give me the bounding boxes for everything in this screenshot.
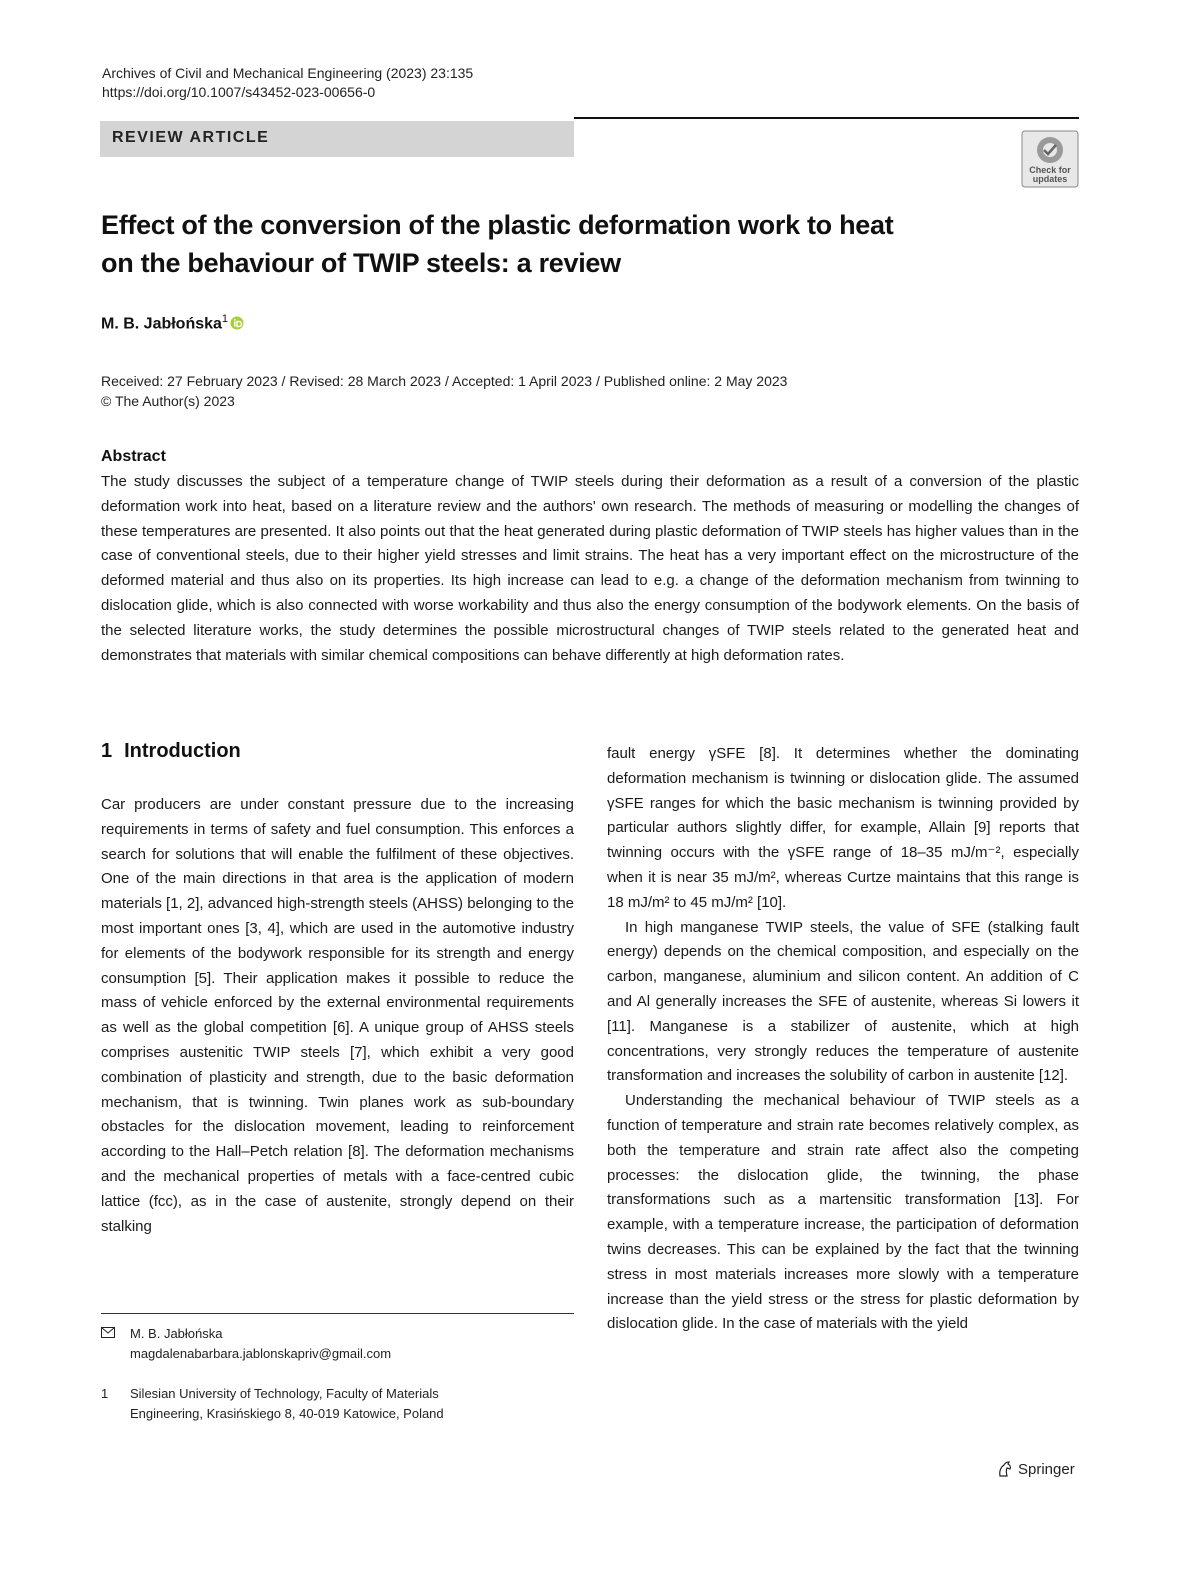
publisher-logo [996,1460,1075,1478]
section-number: 1 [101,740,113,762]
left-column [101,793,574,1239]
title-line-2: on the behaviour of TWIP steels: a review [101,248,621,278]
history-dates: Received: 27 February 2023 / Revised: 28 March 2023 / Accepted: 1 April 2023 / Published online: 2 May 2023 [101,373,788,389]
doi-link[interactable]: https://doi.org/10.1007/s43452-023-00656-0 [102,84,376,100]
abstract-heading: Abstract [101,448,166,465]
author-line [101,313,244,335]
envelope-icon [101,1324,123,1344]
check-for-updates-icon [1021,130,1079,188]
publisher-name: Springer [1018,1461,1075,1478]
abstract-text: The study discusses the subject of a temperature change of TWIP steels during their deformation as a result of a conversion of the plastic deformation work into heat, based on a literature review and the authors' own research. The methods of measuring or modelling the changes of these temperatures are presented. It also points out that the heat generated during plastic deformation of TWIP steels has higher values than in the case of conventional steels, due to their higher yield stresses and limit strains. The heat has a very important effect on the microstructure of the deformed material and thus also on its properties. Its high increase can lead to e.g. a change of the deformation mechanism from twinning to dislocation glide, which is also connected with worse workability and thus also the energy consumption of the bodywork elements. On the basis of the selected literature works, the study determines the possible microstructural changes of TWIP steels related to the generated heat and demonstrates that materials with similar chemical compositions can behave differently at high deformation rates. [101,473,1079,664]
header-rule [574,117,1079,119]
copyright-line: © The Author(s) 2023 [101,393,235,409]
corresponding-author-footnote [101,1324,391,1364]
corresponding-author-name: M. B. Jabłońska [130,1326,223,1341]
affiliation-line-2: Engineering, Krasińskiego 8, 40-019 Katowice, Poland [130,1406,444,1421]
intro-paragraph-4: Understanding the mechanical behaviour of TWIP steels as a function of temperature and strain rate becomes relatively complex, as both the temperature and strain rate affect also the competing processes: the dislocation glide, the twinning, the phase transformations such as a martensitic transformation [13]. For example, with a temperature increase, the participation of deformation twins decreases. This can be explained by the fact that the twinning stress in most materials increases more slowly with a temperature increase than the yield stress or the stress for plastic deformation by dislocation glide. In the case of materials with the yield [607,1092,1079,1333]
journal-citation: Archives of Civil and Mechanical Engineering (2023) 23:135 [102,65,474,81]
affiliation-footnote [101,1384,444,1424]
intro-paragraph-2: fault energy γSFE [8]. It determines whether the dominating deformation mechanism is twinning or dislocation glide. The assumed γSFE ranges for which the basic mechanism is twinning provided by particular authors slightly differ, for example, Allain [9] reports that twinning occurs with the γSFE range of 18–35 mJ/m⁻², especially when it is near 35 mJ/m², whereas Curtze maintains that this range is 18 mJ/m² to 45 mJ/m² [10]. [607,745,1079,911]
author-email[interactable]: magdalenabarbara.jablonskapriv@gmail.com [130,1346,392,1361]
affiliation-mark: 1 [101,1386,109,1401]
orcid-icon[interactable] [230,316,244,335]
section-heading [101,740,241,763]
springer-horse-icon [996,1460,1014,1478]
intro-paragraph-3: In high manganese TWIP steels, the value of SFE (stalking fault energy) depends on the chemical composition, and especially on the carbon, manganese, aluminium and silicon content. An addition of C and Al generally increases the SFE of austenite, whereas Si lowers it [11]. Manganese is a stabilizer of austenite, which at high concentrations, very strongly reduces the temperature of austenite transformation and increases the solubility of carbon in austenite [12]. [607,918,1079,1085]
badge-line2: updates [1032,174,1068,184]
affiliation-line-1: Silesian University of Technology, Faculty of Materials [130,1386,439,1401]
article-type-label: REVIEW ARTICLE [112,129,270,146]
title-line-1: Effect of the conversion of the plastic deformation work to heat [101,210,894,240]
article-title [101,206,981,282]
journal-header [102,64,473,102]
check-for-updates-badge[interactable] [1021,130,1079,188]
author-affiliation-mark: 1 [221,313,229,325]
author-name[interactable]: M. B. Jabłońska [101,315,222,333]
badge-line1: Check for [1029,165,1071,175]
right-column [607,742,1079,1337]
article-type-banner [100,121,574,157]
section-title: Introduction [124,740,241,762]
article-history [101,371,787,411]
intro-paragraph-1: Car producers are under constant pressure due to the increasing requirements in terms of safety and fuel consumption. This enforces a search for solutions that will enable the fulfilment of these objectives. One of the main directions in that area is the application of modern materials [1, 2], advanced high-strength steels (AHSS) belonging to the most important ones [3, 4], which are used in the automotive industry for elements of the bodywork responsible for its strength and energy consumption [5]. Their application makes it possible to reduce the mass of vehicle enforced by the external environmental requirements as well as the global competition [6]. A unique group of AHSS steels comprises austenitic TWIP steels [7], which exhibit a very good combination of plasticity and strength, due to the basic deformation mechanism, that is twinning. Twin planes work as sub-boundary obstacles for the dislocation movement, leading to reinforcement according to the Hall–Petch relation [8]. The deformation mechanisms and the mechanical properties of metals with a face-centred cubic lattice (fcc), as in the case of austenite, strongly depend on their stalking [101,796,574,1235]
footnote-rule [101,1313,574,1314]
